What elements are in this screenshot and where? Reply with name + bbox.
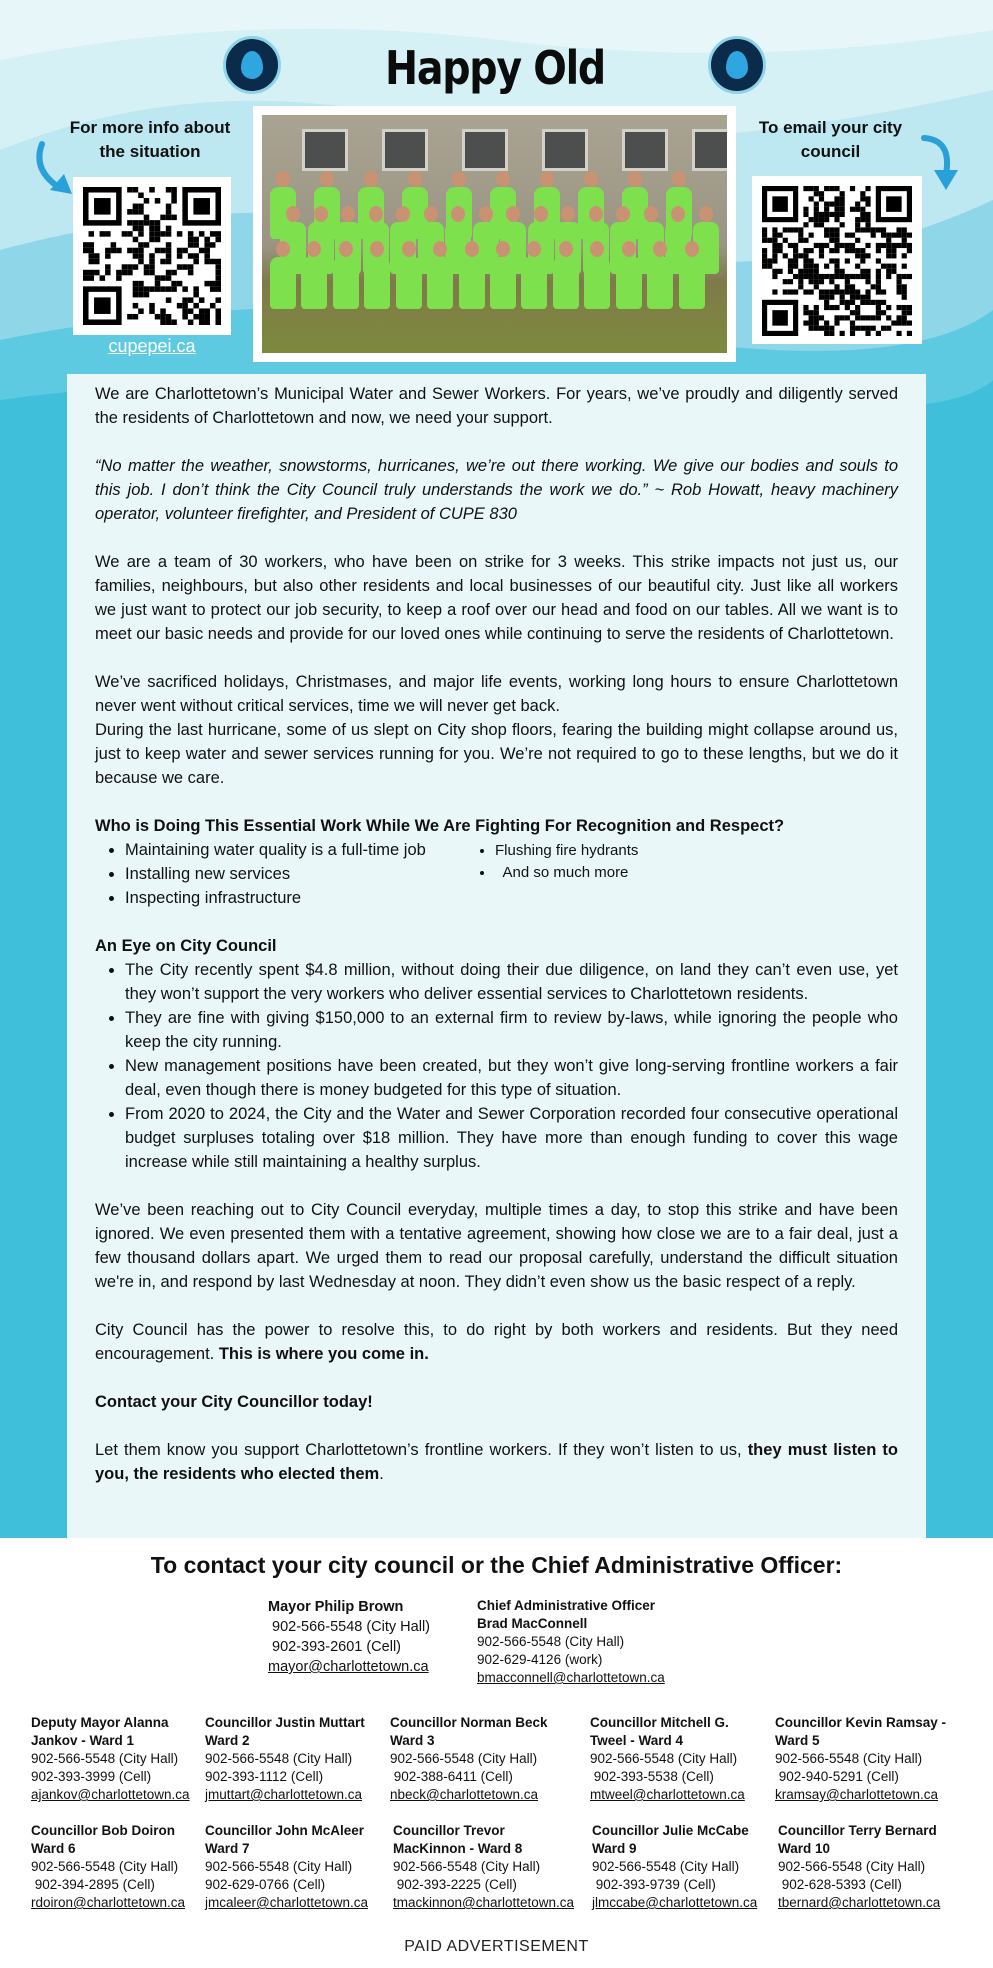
qr-code-icon [762,186,912,336]
worker-head [424,206,438,222]
worker-head [671,206,685,222]
councillor-contact [31,1714,221,1804]
worker-head [534,206,548,222]
email-link[interactable]: nbeck@charlottetown.ca [390,1787,539,1802]
worker-head [672,171,686,187]
councillor-contact [393,1822,583,1912]
worker-head [622,241,636,257]
worker-figure [490,257,516,309]
email-link[interactable]: tbernard@charlottetown.ca [778,1895,941,1910]
email-link[interactable]: rdoiron@charlottetown.ca [31,1895,186,1910]
email-link[interactable]: ajankov@charlottetown.ca [31,1787,190,1802]
contact-line: Councillor Trevor [393,1823,505,1838]
email-link[interactable]: kramsay@charlottetown.ca [775,1787,939,1802]
worker-head [452,171,466,187]
email-link[interactable]: bmacconnell@charlottetown.ca [477,1670,665,1685]
contact-line: 902-566-5548 (City Hall) [393,1859,541,1874]
contact-line: 902-394-2895 (Cell) [31,1877,155,1892]
list-item: • Inspecting infrastructure [125,886,475,910]
worker-head [369,206,383,222]
councillor-contact [205,1822,395,1912]
worker-head [276,241,290,257]
contact-line: 902-393-1112 (Cell) [205,1769,324,1784]
councillor-contact [775,1714,965,1804]
worker-head [506,206,520,222]
task-list-left [95,838,475,910]
list-item: • New management positions have been created, but they won’t give long-serving frontline workers a fair deal, even though there is money budgeted for this type of situation. [125,1054,898,1102]
water-drop-icon [241,51,263,79]
list-item: • The City recently spent $4.8 million, without doing their due diligence, on land they can’t even use, yet they won’t support the very workers who deliver essential services to Charlottetown residents. [125,958,898,1006]
worker-head [341,206,355,222]
list-item: • From 2020 to 2024, the City and the Water and Sewer Corporation recorded four consecutive operational budget surpluses totaling over $18 million. They have more than enough funding to cover this wage increase while still maintaining a healthy surplus. [125,1102,898,1174]
window-shape [542,129,588,171]
quote-paragraph [95,454,898,526]
power-paragraph: City Council has the power to resolve this, to do right by both workers and residents. But they need encouragement. This is where you come in. [95,1321,898,1363]
councillor-contact [778,1822,968,1912]
contact-line: MacKinnon - Ward 8 [393,1841,523,1856]
worker-head [408,171,422,187]
worker-figure [521,257,547,309]
contact-line: 902-566-5548 (City Hall) [775,1751,923,1766]
contact-line: 902-628-5393 (Cell) [778,1877,902,1892]
worker-figure [553,257,579,309]
contact-line: 902-393-3999 (Cell) [31,1769,152,1784]
contact-line: Councillor Bob Doiron [31,1823,175,1838]
council-points [95,958,898,1174]
contact-line: 902-393-2225 (Cell) [393,1877,517,1892]
contact-line: 902-566-5548 (City Hall) [778,1859,926,1874]
outreach-paragraph: We’ve been reaching out to City Council everyday, multiple times a day, to stop this strike and have been ignored. We even presented them with a tentative agreement, showing how close we are to a fair deal, just a few thousand dollars apart. We urged them to read our proposal carefully, understand the difficult situation we're in, and respond by last Wednesday at noon. They didn’t even show us the basic respect of a reply. [95,1201,898,1291]
window-shape [462,129,508,171]
contact-line: Councillor John McAleer [205,1823,365,1838]
window-shape [692,129,727,171]
contact-line: Ward 3 [390,1733,435,1748]
council-heading: An Eye on City Council [95,937,277,955]
contact-line: 902-566-5548 (City Hall) [390,1751,538,1766]
cupe-logo-left [223,36,281,94]
worker-head [584,171,598,187]
task-lists [95,838,898,910]
email-link[interactable]: jlmccabe@charlottetown.ca [592,1895,758,1910]
worker-head [496,171,510,187]
worker-head [479,206,493,222]
list-item: • Maintaining water quality is a full-time job [125,838,475,862]
website-link[interactable]: cupepei.ca [108,336,196,356]
paid-advertisement-note: PAID ADVERTISEMENT [404,1938,589,1955]
worker-head [276,171,290,187]
contact-line: Tweel - Ward 4 [590,1733,684,1748]
worker-head [685,241,699,257]
list-item: • They are fine with giving $150,000 to an external firm to review by-laws, while ignoring the people who keep the city running. [125,1006,898,1054]
contact-line: 902-566-5548 (City Hall) [592,1859,740,1874]
contact-line: 902-393-5538 (Cell) [590,1769,714,1784]
email-link[interactable]: jmcaleer@charlottetown.ca [205,1895,369,1910]
closing-paragraph: Let them know you support Charlottetown’s frontline workers. If they won’t listen to us, they must listen to you, the residents who elected them. [95,1441,898,1483]
contact-line: Councillor Norman Beck [390,1715,548,1730]
contact-line: Ward 6 [31,1841,76,1856]
curved-arrow-right-icon [916,134,966,194]
title-row [0,30,993,100]
page-title: Happy Old [385,41,605,95]
window-shape [382,129,428,171]
worker-head [559,241,573,257]
quote-text: “No matter the weather, snowstorms, hurricanes, we’re out there working. We give our bodies and souls to this job. I don’t think the City Council truly understands the work we do.” [95,457,898,499]
worker-head [496,241,510,257]
contact-line: Councillor Julie McCabe [592,1823,749,1838]
article-panel [67,374,926,1538]
quote-attribution: ~ Rob Howatt, heavy machinery operator, volunteer firefighter, and President of CUPE 830 [95,481,898,523]
worker-head [339,241,353,257]
contact-line: Councillor Kevin Ramsay - [775,1715,947,1730]
contact-line: 902-566-5548 (City Hall) [31,1751,179,1766]
contact-line: Deputy Mayor Alanna [31,1715,169,1730]
worker-figure [427,257,453,309]
task-list-right [470,840,770,884]
worker-figure [679,257,705,309]
group-photo [262,115,727,353]
info-heading: For more info about the situation [69,118,231,161]
contact-line: Ward 2 [205,1733,250,1748]
worker-head [628,171,642,187]
worker-figure [301,257,327,309]
councillor-contact [590,1714,780,1804]
contact-line: 902-629-0766 (Cell) [205,1877,326,1892]
worker-figure [333,257,359,309]
water-drop-icon [726,51,748,79]
contact-line: Councillor Justin Muttart [205,1715,365,1730]
contact-line: Ward 10 [778,1841,831,1856]
window-shape [622,129,668,171]
councillor-contact [390,1714,580,1804]
worker-head [286,206,300,222]
list-item: • Installing new services [125,862,475,886]
worker-head [451,206,465,222]
window-shape [302,129,348,171]
worker-figure [459,257,485,309]
contact-line: Jankov - Ward 1 [31,1733,135,1748]
contact-line: 902-393-9739 (Cell) [592,1877,716,1892]
contact-line: Ward 5 [775,1733,820,1748]
contact-line: 902-566-5548 (City Hall) [31,1859,179,1874]
worker-head [402,241,416,257]
contact-line: Councillor Mitchell G. [590,1715,729,1730]
worker-head [465,241,479,257]
contacts-title: To contact your city council or the Chief Administrative Officer: [150,1552,843,1578]
mayor-contact: Mayor Philip Brown 902-566-5548 (City Hall) 902-393-2601 (Cell) mayor@charlottetown.ca [268,1597,458,1677]
list-item: • Flushing fire hydrants [495,840,770,862]
email-heading: To email your city council [758,118,903,161]
call-to-action: Contact your City Councillor today! [95,1393,373,1411]
worker-head [616,206,630,222]
intro-paragraph: We are Charlottetown’s Municipal Water and Sewer Workers. For years, we’ve proudly and diligently served the residents of Charlottetown and now, we need your support. [95,385,898,427]
email-qr-code[interactable] [752,176,922,344]
info-qr-code[interactable] [73,177,231,335]
councillor-contact [205,1714,395,1804]
email-link[interactable]: mtweel@charlottetown.ca [590,1787,745,1802]
qr-code-icon [83,187,221,325]
contact-line: 902-566-5548 (City Hall) [205,1859,353,1874]
worker-figure [270,257,296,309]
cao-contact: Chief Administrative Officer Brad MacConnell 902-566-5548 (City Hall) 902-629-4126 (work) bmacconnell@charlottetown.ca [477,1597,707,1687]
worker-head [364,171,378,187]
hurricane-paragraph: During the last hurricane, some of us slept on City shop floors, fearing the building might collapse around us, just to keep water and sewer services running for you. We’re not required to go to these lengths, but we do it because we care. [95,721,898,787]
list-item: • And so much more [495,862,770,884]
worker-head [540,171,554,187]
work-heading: Who is Doing This Essential Work While We Are Fighting For Recognition and Respect? [95,817,785,835]
worker-head [699,206,713,222]
worker-figure [396,257,422,309]
strike-paragraph: We are a team of 30 workers, who have been on strike for 3 weeks. This strike impacts not just us, our families, neighbours, but also other residents and local businesses of our beautiful city. Just like all workers we just want to protect our job security, to keep a roof over our head and food on our tables. All we want is to meet our basic needs and provide for our loved ones while continuing to serve the residents of Charlottetown. [95,553,898,643]
contact-line: 902-566-5548 (City Hall) [590,1751,738,1766]
worker-head [314,206,328,222]
email-link[interactable]: mayor@charlottetown.ca [268,1659,429,1675]
contact-line: Ward 7 [205,1841,250,1856]
article-body [95,382,898,1486]
contact-line: 902-566-5548 (City Hall) [205,1751,353,1766]
worker-head [644,206,658,222]
email-link[interactable]: tmackinnon@charlottetown.ca [393,1895,575,1910]
contact-line: Councillor Terry Bernard [778,1823,937,1838]
councillor-contact [592,1822,782,1912]
worker-head [320,171,334,187]
worker-figure [364,257,390,309]
contact-line: Ward 9 [592,1841,637,1856]
email-link[interactable]: jmuttart@charlottetown.ca [205,1787,363,1802]
worker-figure [616,257,642,309]
sacrifice-paragraph: We’ve sacrificed holidays, Christmases, and major life events, working long hours to ensure Charlottetown never went without critical services, time we will never get back. [95,673,898,715]
worker-figure [584,257,610,309]
contact-line: 902-940-5291 (Cell) [775,1769,899,1784]
worker-figure [647,257,673,309]
councillor-contact [31,1822,221,1912]
worker-head [396,206,410,222]
worker-head [561,206,575,222]
cupe-logo-right [708,36,766,94]
contact-line: 902-388-6411 (Cell) [390,1769,513,1784]
worker-head [589,206,603,222]
photo-frame [253,106,736,362]
